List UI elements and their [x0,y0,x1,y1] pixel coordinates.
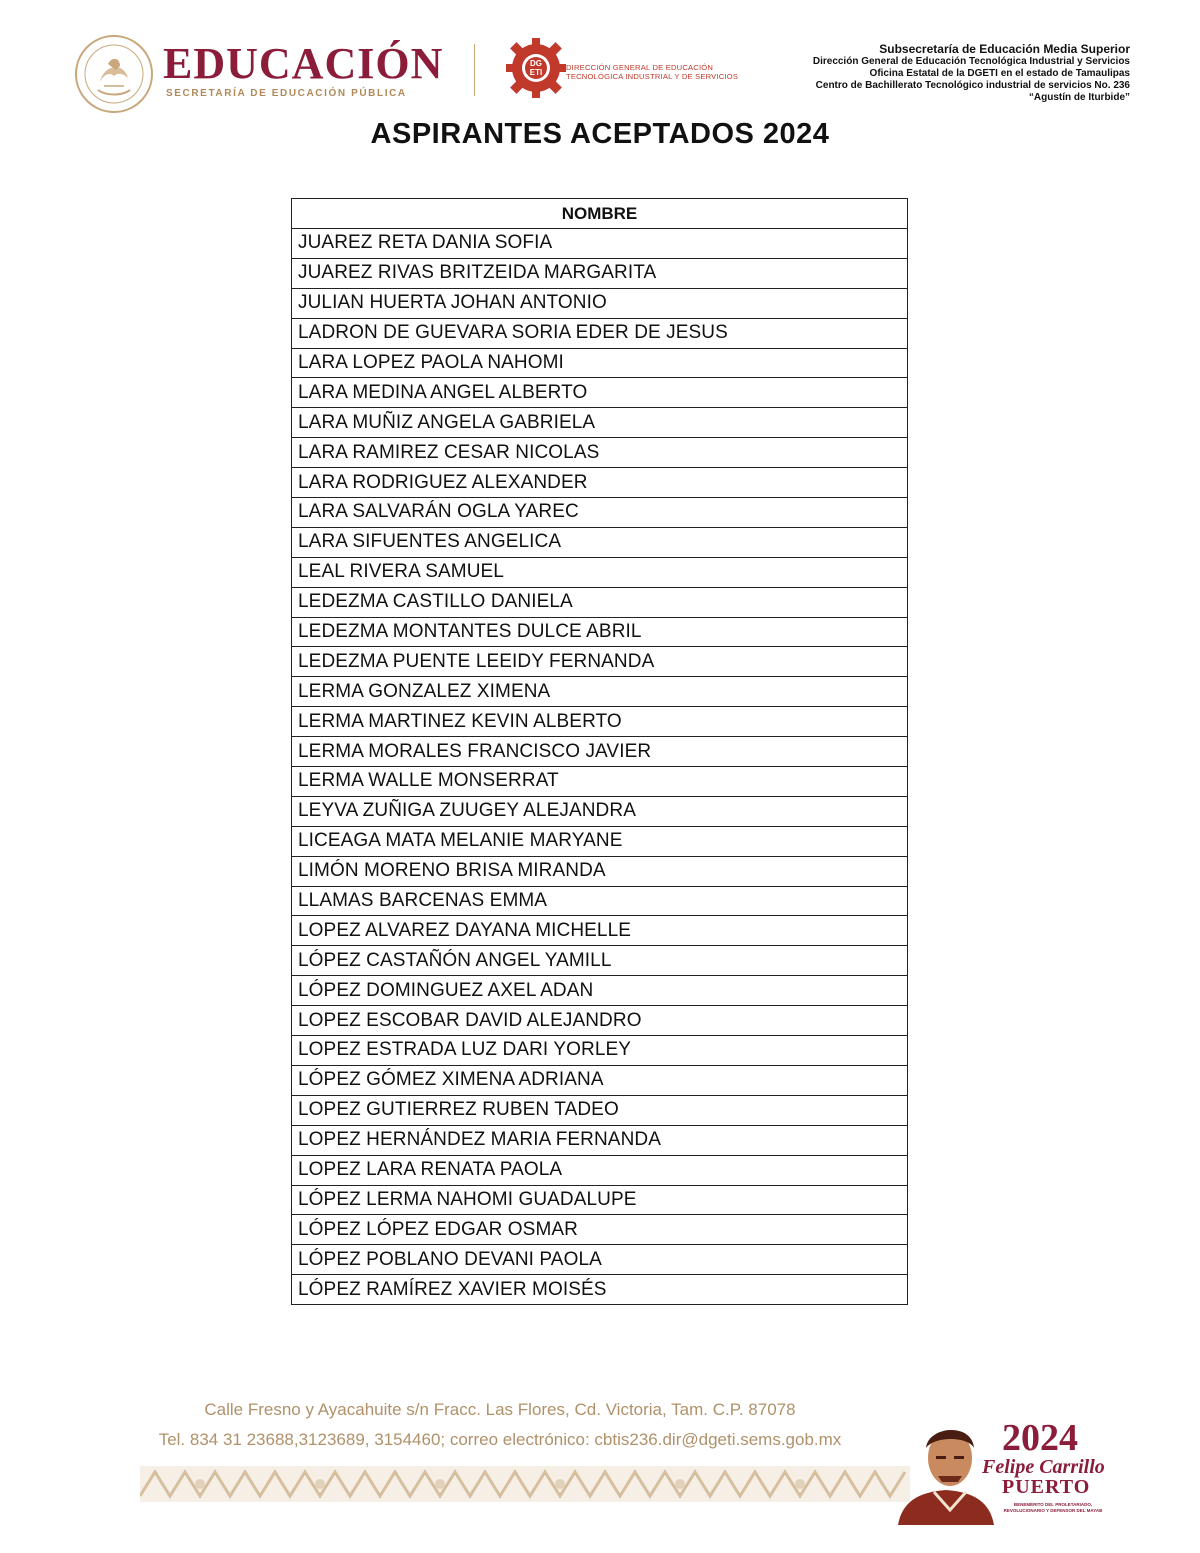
institution-line-2: Dirección General de Educación Tecnológica Industrial y Servicios [812,56,1130,67]
decorative-pattern-band [140,1466,910,1502]
applicant-name: LEAL RIVERA SAMUEL [292,557,908,587]
applicant-name: LARA MUÑIZ ANGELA GABRIELA [292,408,908,438]
institution-line-1: Subsecretaría de Educación Media Superior [879,42,1130,56]
applicant-name: LOPEZ LARA RENATA PAOLA [292,1155,908,1185]
applicant-name: LEYVA ZUÑIGA ZUUGEY ALEJANDRA [292,796,908,826]
header-divider [474,44,475,96]
institution-line-4: Centro de Bachillerato Tecnológico industrial de servicios No. 236 [815,80,1130,91]
table-row [292,1155,908,1185]
table-row [292,886,908,916]
applicant-name: LARA LOPEZ PAOLA NAHOMI [292,348,908,378]
table-row [292,677,908,707]
applicant-name: LERMA MORALES FRANCISCO JAVIER [292,737,908,767]
applicant-name: JUAREZ RIVAS BRITZEIDA MARGARITA [292,258,908,288]
footer-address: Calle Fresno y Ayacahuite s/n Fracc. Las Flores, Cd. Victoria, Tam. C.P. 87078 [204,1400,796,1419]
institution-line-5: “Agustín de Iturbide” [1028,92,1130,103]
table-row [292,557,908,587]
applicant-name: LARA RAMIREZ CESAR NICOLAS [292,438,908,468]
table-row [292,229,908,259]
applicant-name: LARA MEDINA ANGEL ALBERTO [292,378,908,408]
applicant-name: LÓPEZ CASTAÑÓN ANGEL YAMILL [292,946,908,976]
table-header-row [292,199,908,229]
svg-text:ETI: ETI [529,68,543,77]
applicant-name: LÓPEZ GÓMEZ XIMENA ADRIANA [292,1065,908,1095]
table-row [292,378,908,408]
table-row [292,976,908,1006]
table-row [292,348,908,378]
table-row [292,916,908,946]
applicant-name: LÓPEZ LÓPEZ EDGAR OSMAR [292,1215,908,1245]
table-row [292,318,908,348]
applicant-name: LÓPEZ RAMÍREZ XAVIER MOISÉS [292,1275,908,1305]
table-row [292,468,908,498]
applicant-name: LÓPEZ POBLANO DEVANI PAOLA [292,1245,908,1275]
dgeti-name [566,63,738,81]
table-row [292,1065,908,1095]
table-row [292,1215,908,1245]
table-row [292,1245,908,1275]
table-row [292,1275,908,1305]
table-row [292,1125,908,1155]
dgeti-line-1: DIRECCIÓN GENERAL DE EDUCACIÓN [566,63,714,72]
logo-educacion: EDUCACIÓN [163,39,444,88]
portrait-icon [898,1410,994,1525]
table-row [292,438,908,468]
year-dedication-surname: PUERTO [1002,1476,1091,1498]
applicant-name: LLAMAS BARCENAS EMMA [292,886,908,916]
year-2024-emblem [898,1410,1138,1525]
applicant-name: LEDEZMA CASTILLO DANIELA [292,587,908,617]
table-row [292,587,908,617]
table-row [292,647,908,677]
table-row [292,288,908,318]
applicant-name: LICEAGA MATA MELANIE MARYANE [292,826,908,856]
table-row [292,796,908,826]
table-row [292,498,908,528]
applicant-name: LARA RODRIGUEZ ALEXANDER [292,468,908,498]
applicant-name: LADRON DE GUEVARA SORIA EDER DE JESUS [292,318,908,348]
svg-text:DG: DG [530,59,542,68]
applicant-name: LÓPEZ LERMA NAHOMI GUADALUPE [292,1185,908,1215]
applicant-name: LOPEZ GUTIERREZ RUBEN TADEO [292,1095,908,1125]
applicant-name: LARA SIFUENTES ANGELICA [292,527,908,557]
table-row [292,707,908,737]
table-row [292,408,908,438]
year-dedication-name: Felipe Carrillo [982,1456,1105,1478]
page-header [0,0,1200,120]
table-row [292,737,908,767]
applicant-name: LERMA MARTINEZ KEVIN ALBERTO [292,707,908,737]
accepted-applicants-table [291,198,908,1305]
applicant-name: LOPEZ ESTRADA LUZ DARI YORLEY [292,1036,908,1066]
applicant-name: LEDEZMA PUENTE LEEIDY FERNANDA [292,647,908,677]
page-title: ASPIRANTES ACEPTADOS 2024 [370,118,830,150]
applicant-name: JULIAN HUERTA JOHAN ANTONIO [292,288,908,318]
column-header-nombre: NOMBRE [292,199,908,229]
applicant-name: LOPEZ ESCOBAR DAVID ALEJANDRO [292,1006,908,1036]
year-number: 2024 [1002,1417,1078,1459]
table-row [292,946,908,976]
applicant-name: LEDEZMA MONTANTES DULCE ABRIL [292,617,908,647]
year-dedication-tagline: BENEMÉRITO DEL PROLETARIADO, REVOLUCIONARIO Y DEFENSOR DEL MAYAB [1003,1502,1103,1513]
logo-sep-subtitle: SECRETARÍA DE EDUCACIÓN PÚBLICA [166,88,407,99]
applicant-name: LARA SALVARÁN OGLA YAREC [292,498,908,528]
table-row [292,1006,908,1036]
table-row [292,767,908,797]
applicant-name: LERMA WALLE MONSERRAT [292,767,908,797]
table-row [292,527,908,557]
applicant-name: JUAREZ RETA DANIA SOFIA [292,229,908,259]
institution-block [813,42,1130,104]
table-row [292,856,908,886]
dgeti-logo-icon [504,36,568,100]
applicant-name: LERMA GONZALEZ XIMENA [292,677,908,707]
table-row [292,1095,908,1125]
applicant-name: LOPEZ ALVAREZ DAYANA MICHELLE [292,916,908,946]
table-row [292,258,908,288]
institution-line-3: Oficina Estatal de la DGETI en el estado de Tamaulipas [869,68,1130,79]
coat-of-arms-icon [74,34,154,114]
table-row [292,1185,908,1215]
applicant-name: LIMÓN MORENO BRISA MIRANDA [292,856,908,886]
applicant-name: LÓPEZ DOMINGUEZ AXEL ADAN [292,976,908,1006]
table-row [292,826,908,856]
footer-contact: Tel. 834 31 23688,3123689, 3154460; correo electrónico: cbtis236.dir@dgeti.sems.gob.mx [158,1430,842,1449]
applicant-name: LOPEZ HERNÁNDEZ MARIA FERNANDA [292,1125,908,1155]
dgeti-line-2: TECNOLÓGICA INDUSTRIAL Y DE SERVICIOS [566,72,739,81]
table-row [292,1036,908,1066]
table-row [292,617,908,647]
